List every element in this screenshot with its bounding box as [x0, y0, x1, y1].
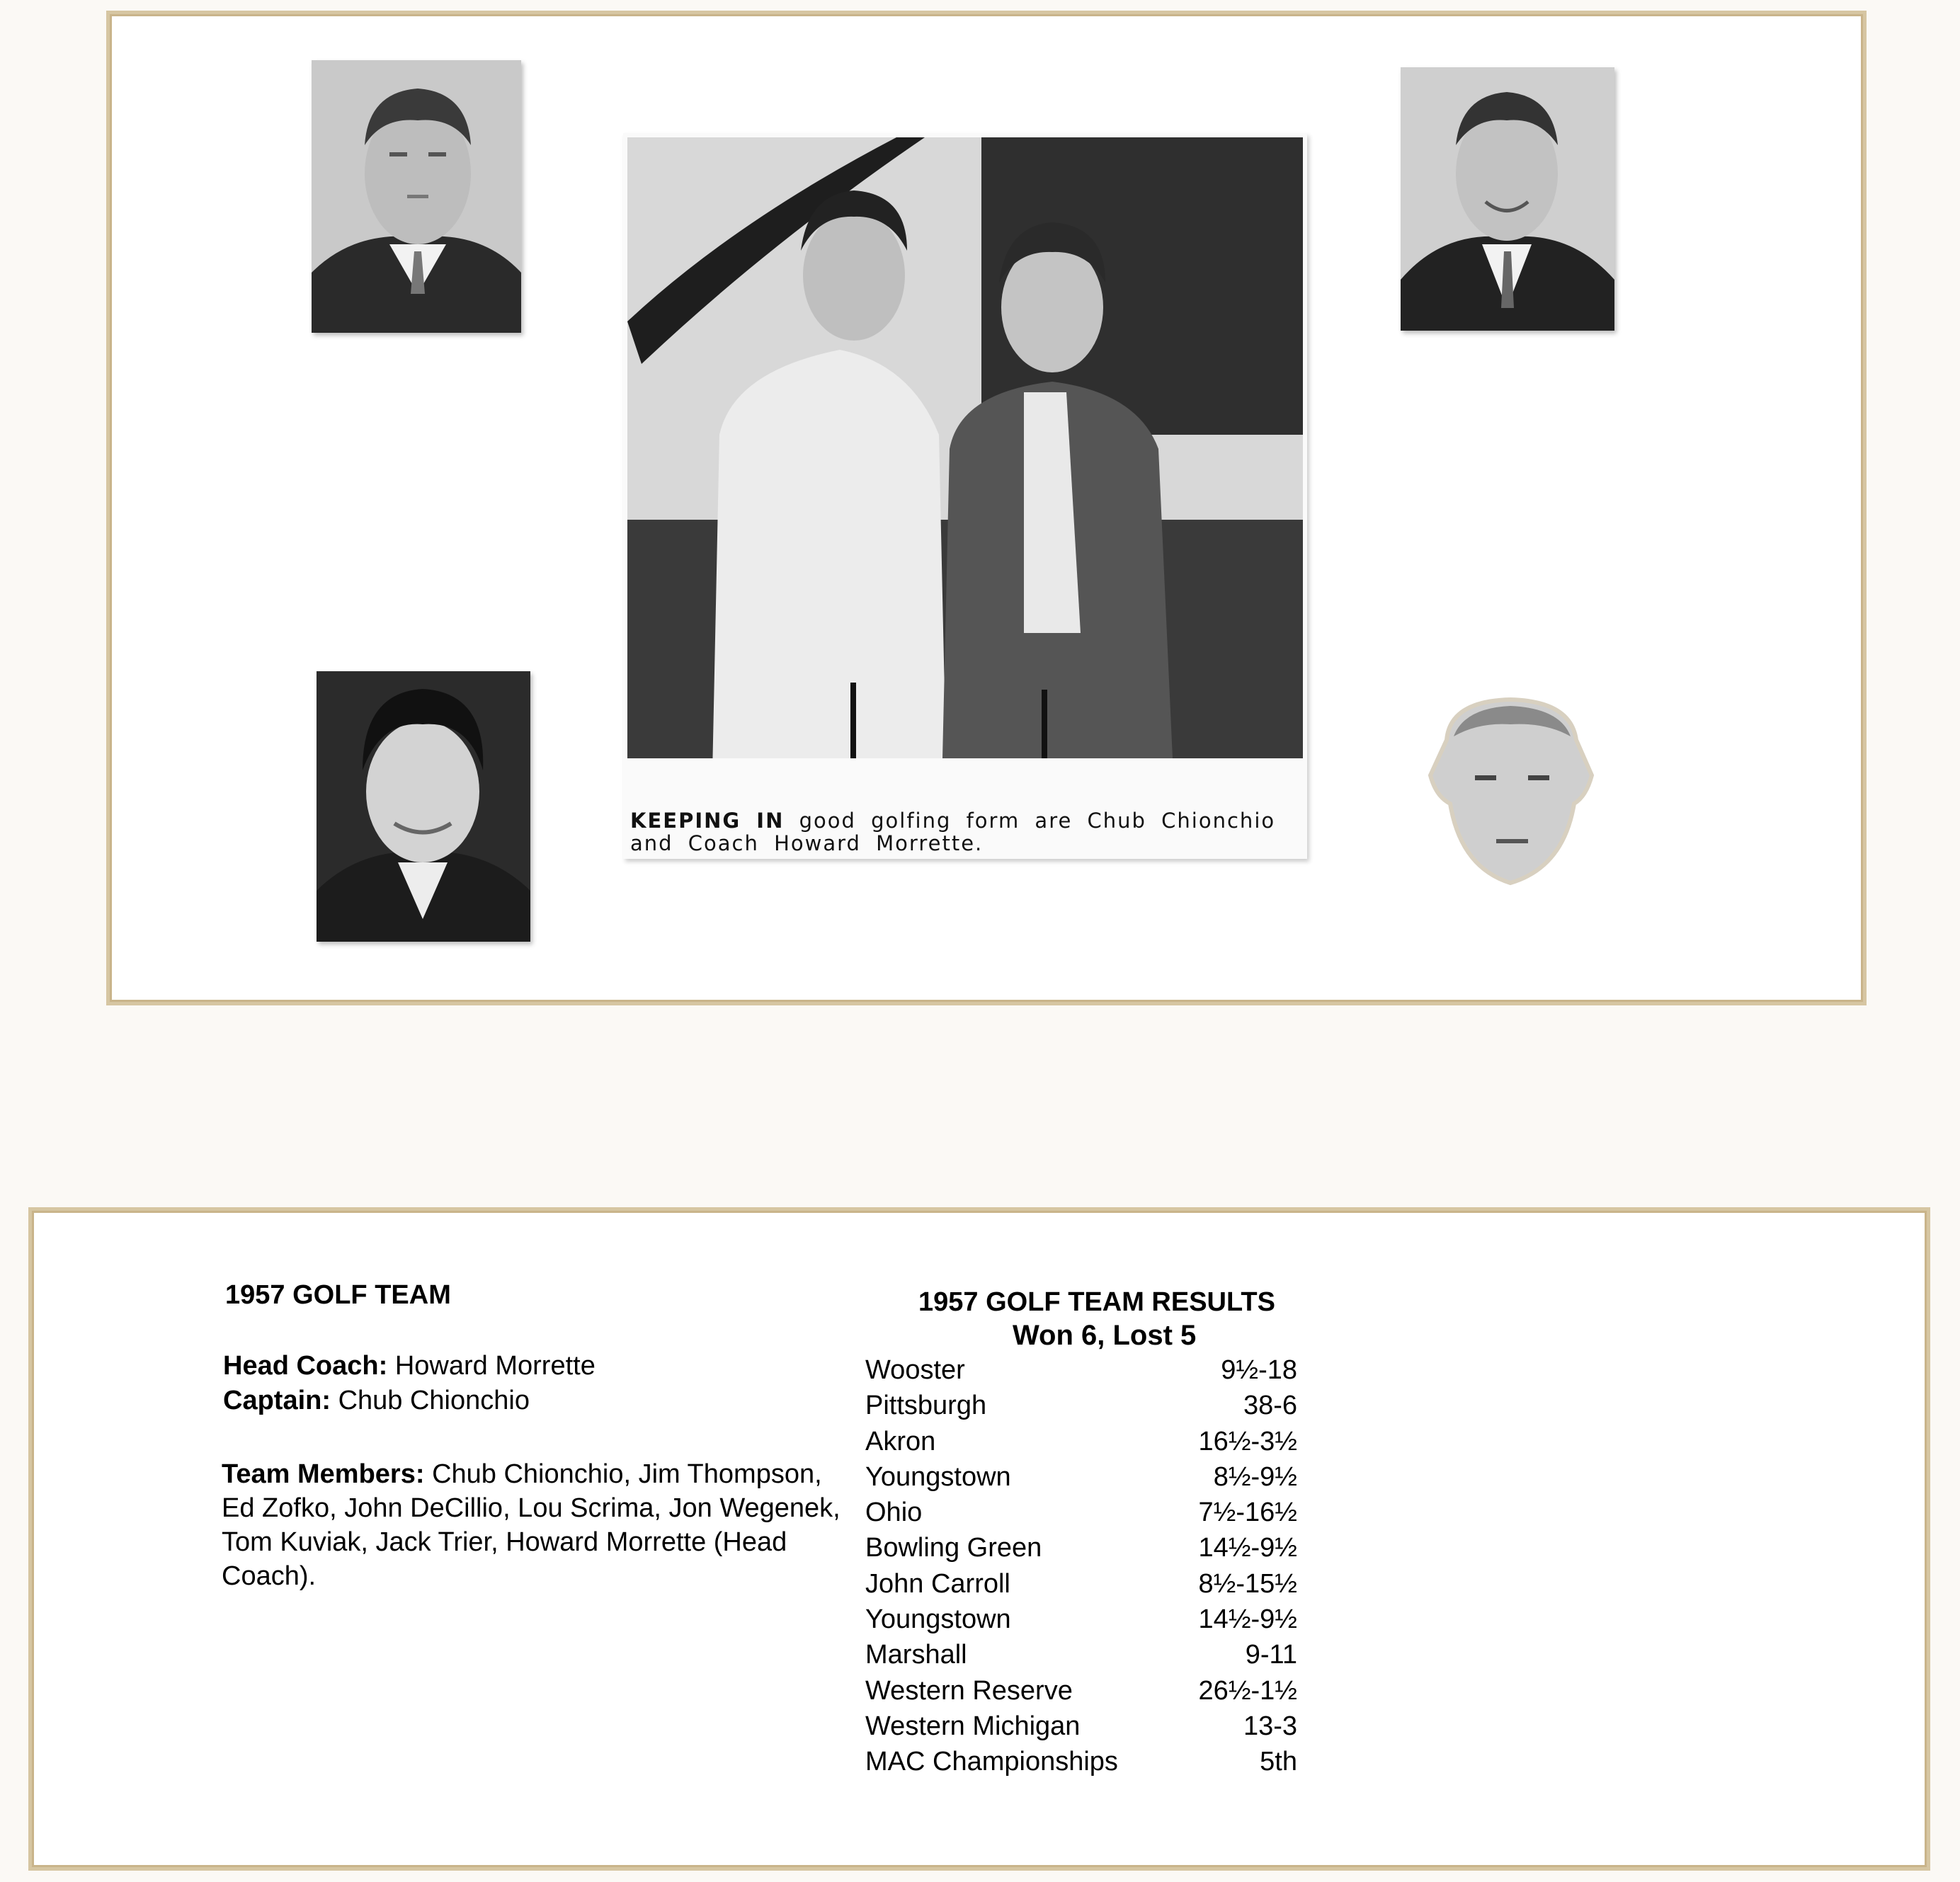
- score: 9½-18: [1221, 1355, 1297, 1385]
- score: 13-3: [1243, 1711, 1297, 1741]
- score: 9-11: [1245, 1640, 1297, 1670]
- head-coach-name: Howard Morrette: [394, 1351, 596, 1381]
- score: 8½-9½: [1213, 1461, 1297, 1492]
- captain-line: [223, 1386, 530, 1416]
- result-row: [865, 1673, 1297, 1709]
- score: 5th: [1260, 1747, 1297, 1777]
- result-row: [865, 1495, 1297, 1530]
- result-row: [865, 1637, 1297, 1672]
- result-row: [865, 1709, 1297, 1744]
- team-members-label: Team Members:: [222, 1459, 425, 1489]
- opponent: Youngstown: [865, 1461, 1011, 1492]
- result-row: [865, 1424, 1297, 1459]
- score: 8½-15½: [1198, 1568, 1297, 1599]
- cutout-headshot-photo: [1422, 697, 1601, 890]
- opponent: Youngstown: [865, 1604, 1011, 1635]
- newspaper-clipping: [623, 133, 1307, 859]
- score: 38-6: [1243, 1391, 1297, 1421]
- head-coach-line: [223, 1351, 596, 1381]
- portrait-photo: [1401, 67, 1614, 331]
- opponent: John Carroll: [865, 1568, 1010, 1599]
- head-coach-label: Head Coach:: [223, 1351, 388, 1381]
- golf-photo: [627, 137, 1303, 758]
- opponent: MAC Championships: [865, 1747, 1118, 1777]
- score: 14½-9½: [1198, 1604, 1297, 1635]
- captain-label: Captain:: [223, 1386, 331, 1415]
- results-table: [865, 1352, 1297, 1780]
- result-row: [865, 1566, 1297, 1602]
- opponent: Ohio: [865, 1498, 923, 1528]
- portrait-photo: [312, 60, 521, 333]
- result-row: [865, 1530, 1297, 1566]
- team-members-list: Chub Chionchio, Jim Thompson, Ed Zofko, John DeCillio, Lou Scrima, Jon Wegenek, Tom Kuviak, Jack Trier, Howard Morrette (Head Coach).: [222, 1459, 841, 1591]
- score: 7½-16½: [1198, 1498, 1297, 1528]
- opponent: Western Reserve: [865, 1675, 1073, 1706]
- opponent: Marshall: [865, 1640, 967, 1670]
- score: 14½-9½: [1198, 1533, 1297, 1563]
- captain-name: Chub Chionchio: [338, 1386, 530, 1415]
- opponent: Wooster: [865, 1355, 965, 1385]
- caption-lead: KEEPING IN: [630, 809, 785, 833]
- results-title: 1957 GOLF TEAM RESULTS: [918, 1287, 1275, 1317]
- opponent: Western Michigan: [865, 1711, 1081, 1741]
- score: 26½-1½: [1198, 1675, 1297, 1706]
- season-record: Won 6, Lost 5: [1013, 1320, 1197, 1351]
- result-row: [865, 1388, 1297, 1423]
- opponent: Bowling Green: [865, 1533, 1042, 1563]
- caption-text: good golfing form are Chub Chionchio and Coach Howard Morrette.: [630, 809, 1276, 855]
- result-row: [865, 1352, 1297, 1388]
- result-row: [865, 1459, 1297, 1495]
- portrait-photo: [317, 671, 530, 942]
- score: 16½-3½: [1198, 1426, 1297, 1456]
- result-row: [865, 1744, 1297, 1779]
- team-title: 1957 GOLF TEAM: [225, 1280, 451, 1310]
- opponent: Pittsburgh: [865, 1391, 987, 1421]
- photo-caption: [630, 809, 1303, 855]
- team-members: [222, 1457, 845, 1593]
- opponent: Akron: [865, 1426, 936, 1456]
- result-row: [865, 1602, 1297, 1637]
